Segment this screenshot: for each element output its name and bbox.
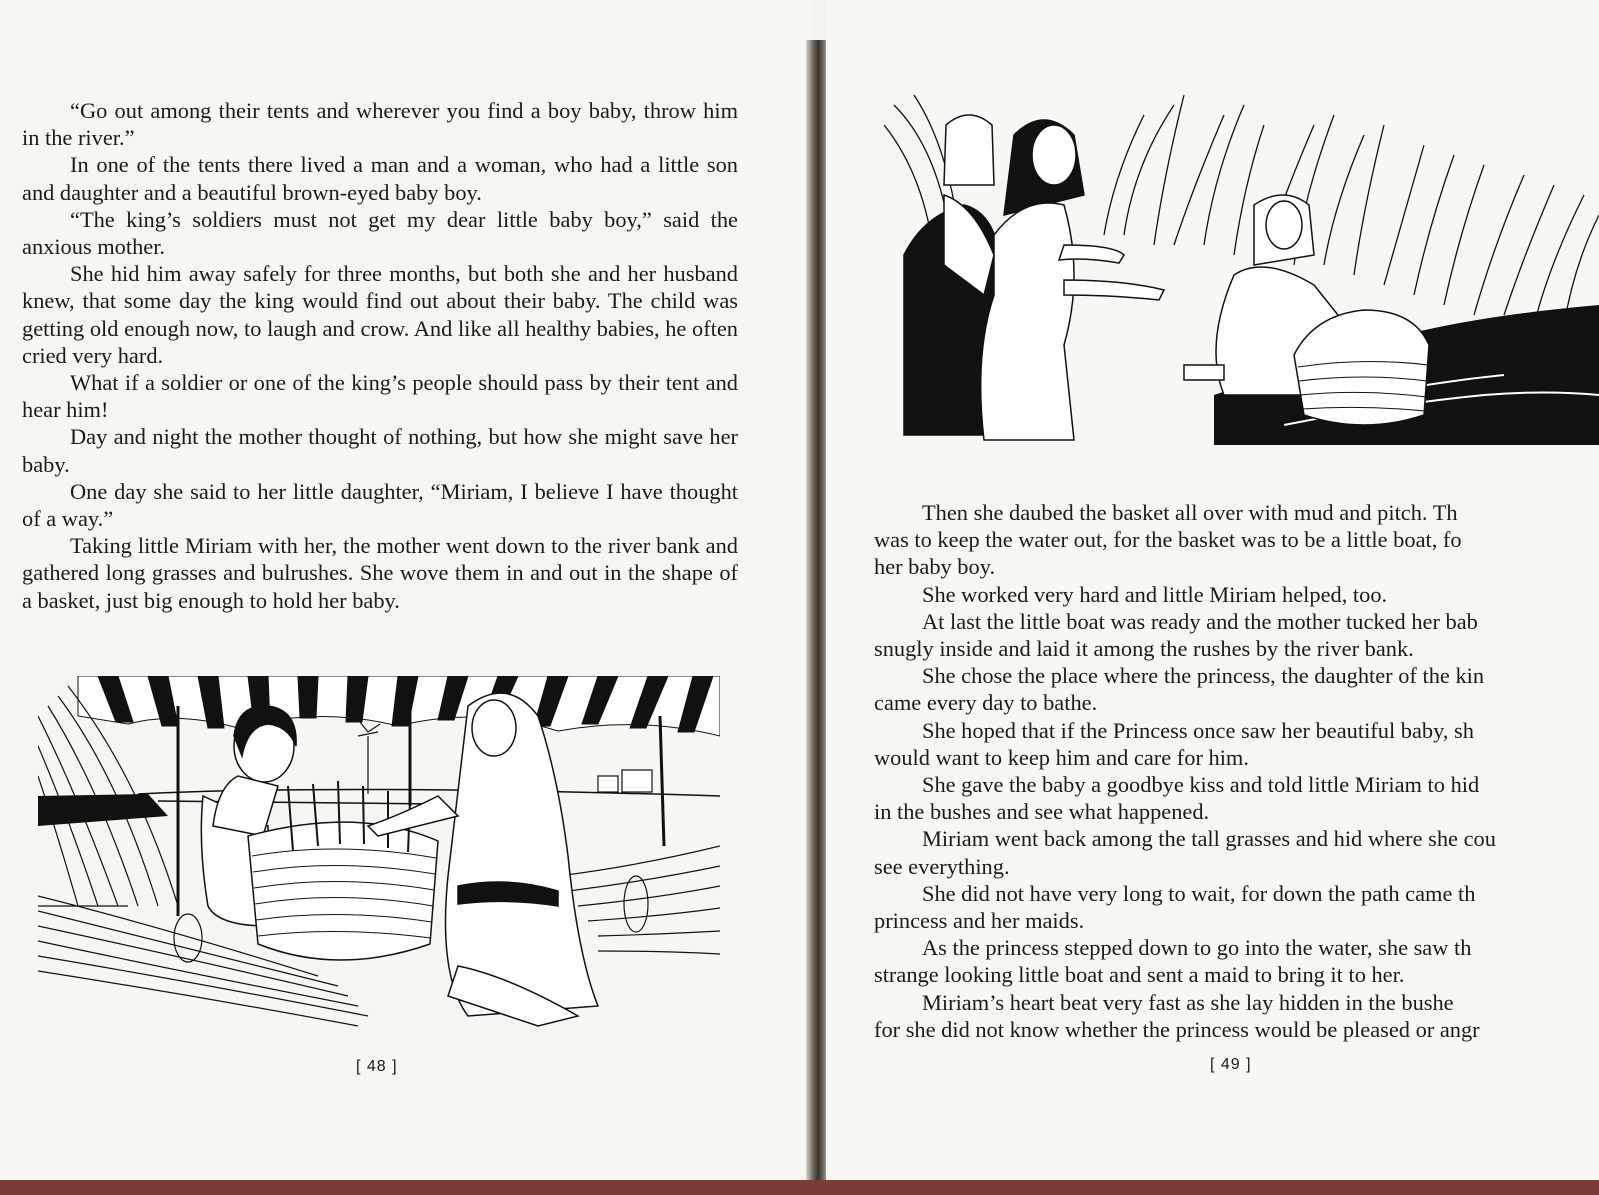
text-line: At last the little boat was ready and the mother tucked her bab <box>922 608 1478 634</box>
text-line: strange looking little boat and sent a maid to bring it to her. <box>874 962 1405 988</box>
text-line: She worked very hard and little Miriam helped, too. <box>922 581 1388 607</box>
text-line: princess and her maids. <box>874 908 1085 934</box>
text-line: She did not have very long to wait, for down the path came th <box>922 880 1476 906</box>
text-line: see everything. <box>874 853 1010 879</box>
text-line: for she did not know whether the princess would be pleased or angr <box>874 1016 1480 1042</box>
text-line: Miriam went back among the tall grasses and hid where she cou <box>922 826 1496 852</box>
princess-finds-basket-illustration <box>884 95 1599 445</box>
paragraph: “Go out among their tents and wherever you find a boy baby, throw him in the river.” <box>22 98 738 151</box>
paragraph: Day and night the mother thought of nothing, but how she might save her baby. <box>22 424 738 477</box>
text-line: in the bushes and see what happened. <box>874 799 1210 825</box>
text-line: She gave the baby a goodbye kiss and told little Miriam to hid <box>922 772 1480 798</box>
text-line: her baby boy. <box>874 554 996 580</box>
text-line: Miriam’s heart beat very fast as she lay hidden in the bushe <box>922 989 1454 1015</box>
text-line: Then she daubed the basket all over with mud and pitch. Th <box>922 500 1458 525</box>
book-cover-edge <box>0 1180 1599 1195</box>
paragraph: Taking little Miriam with her, the mother went down to the river bank and gathered long grasses and bulrushes. She wove them in and out in the shape of a basket, just big enough to hold her baby. <box>22 533 738 613</box>
text-line: came every day to bathe. <box>874 690 1098 716</box>
paragraph: One day she said to her little daughter, “Miriam, I believe I have thought of a way.” <box>22 478 738 532</box>
text-line: She hoped that if the Princess once saw her beautiful baby, sh <box>922 717 1474 743</box>
basket-weaving-illustration <box>38 676 720 1038</box>
right-page-text <box>874 499 1599 1043</box>
text-line: would want to keep him and care for him. <box>874 744 1249 770</box>
page-number-left: [ 48 ] <box>356 1058 398 1075</box>
page-number-right: [ 49 ] <box>1210 1056 1252 1073</box>
text-line: As the princess stepped down to go into the water, she saw th <box>922 935 1472 961</box>
left-page-text <box>22 97 738 614</box>
paragraph-lines <box>874 499 1599 1043</box>
text-line: was to keep the water out, for the basket was to be a little boat, fo <box>874 527 1462 553</box>
paragraph: “The king’s soldiers must not get my dear little baby boy,” said the anxious mother. <box>22 206 738 260</box>
paragraph: In one of the tents there lived a man and a woman, who had a little son and daughter and a beautiful brown-eyed baby boy. <box>22 152 738 205</box>
paragraph: What if a soldier or one of the king’s people should pass by their tent and hear him! <box>22 370 738 423</box>
text-line: She chose the place where the princess, the daughter of the kin <box>922 663 1485 689</box>
text-line: snugly inside and laid it among the rushes by the river bank. <box>874 636 1414 662</box>
paragraph: She hid him away safely for three months, but both she and her husband knew, that some day the king would find out about their baby. The child was getting old enough now, to laugh and crow. And like all healthy babies, he often cried very hard. <box>22 261 738 368</box>
